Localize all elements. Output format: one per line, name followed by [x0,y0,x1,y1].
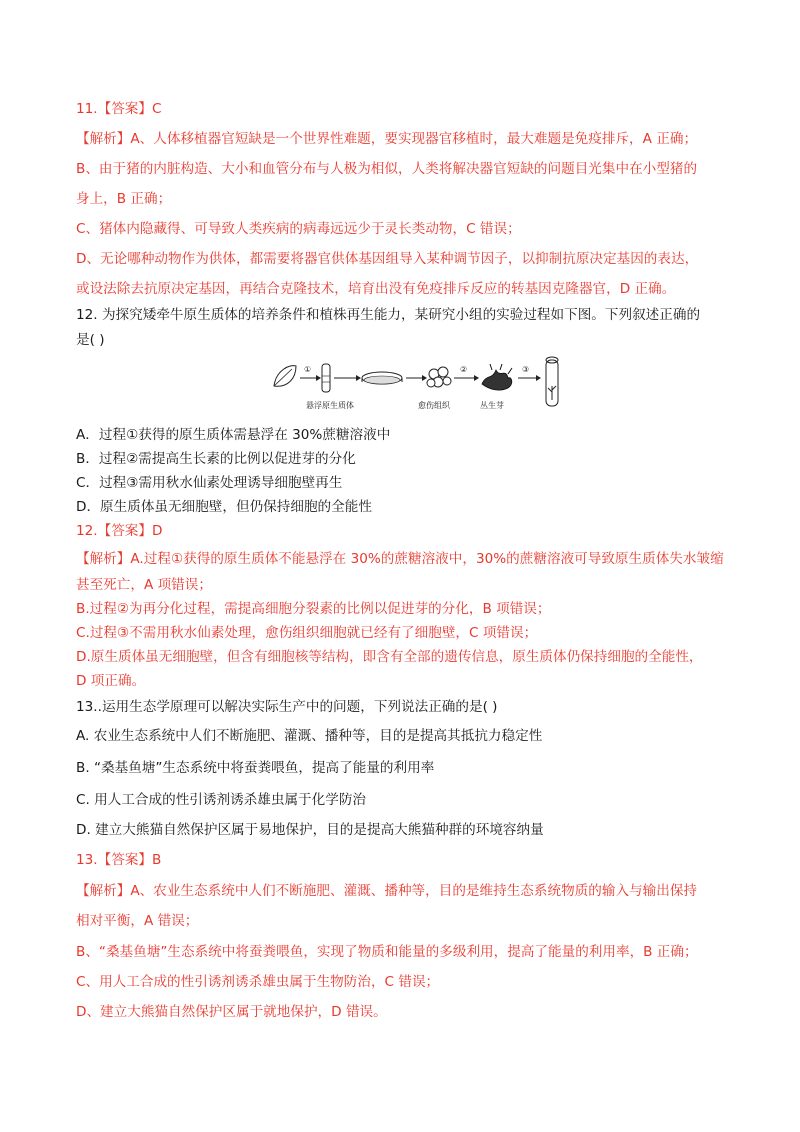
shoots-icon [482,364,512,390]
leaf-icon [274,366,296,387]
q12-stem-line: 12. 为探究矮牵牛原生质体的培养条件和植株再生能力，某研究小组的实验过程如下图。下列叙述正确的 [76,307,701,323]
q11-explanation-line: 或设法除去抗原决定基因，再结合克隆技术，培育出没有免疫排斥反应的转基因克隆器官，D 正确。 [76,281,676,297]
q11-answer: 11.【答案】C [76,101,162,117]
q12-option-b: B．过程②需提高生长素的比例以促进芽的分化 [76,451,356,467]
q13-option-d: D. 建立大熊猫自然保护区属于易地保护，目的是提高大熊猫种群的环境容纳量 [76,822,544,838]
callus-icon [427,367,451,387]
protoplast-label: 悬浮原生质体 [306,401,354,410]
step-2-label: ② [460,365,468,374]
q11-explanation-line: D、无论哪种动物作为供体，都需要将器官供体基因组导入某种调节因子，以抑制抗原决定基因的表达， [76,251,699,267]
q13-explanation-line: C、用人工合成的性引诱剂诱杀雄虫属于生物防治，C 错误； [76,974,440,990]
callus-label: 愈伤组织 [418,401,450,410]
q11-explanation-line: 【解析】A、人体移植器官短缺是一个世界性难题，要实现器官移植时，最大难题是免疫排斥，A 正确； [76,131,698,147]
experiment-diagram [268,356,568,414]
step-3-label: ③ [522,365,530,374]
q12-explanation-line: 甚至死亡，A 项错误； [76,577,212,593]
q12-explanation-line: D.原生质体虽无细胞壁，但含有细胞核等结构，即含有全部的遗传信息，原生质体仍保持细胞的全能性， [76,649,703,665]
q13-stem: 13..运用生态学原理可以解决实际生产中的问题，下列说法正确的是( ) [76,699,498,715]
q12-answer: 12.【答案】D [76,523,163,539]
q13-option-a: A. 农业生态系统中人们不断施肥、灌溉、播种等，目的是提高其抵抗力稳定性 [76,728,543,744]
q12-explanation-line: C.过程③不需用秋水仙素处理，愈伤组织细胞就已经有了细胞壁，C 项错误； [76,625,538,641]
q13-option-c: C. 用人工合成的性引诱剂诱杀雄虫属于化学防治 [76,792,367,808]
q12-explanation-line: D 项正确。 [76,673,146,689]
q13-answer: 13.【答案】B [76,852,162,868]
q12-stem-line: 是( ) [76,332,105,348]
shoots-label: 丛生芽 [480,401,504,410]
q12-explanation-line: B.过程②为再分化过程，需提高细胞分裂素的比例以促进芽的分化，B 项错误； [76,601,551,617]
petri-dish-icon [362,372,402,384]
q12-option-d: D．原生质体虽无细胞壁，但仍保持细胞的全能性 [76,499,372,515]
q13-explanation-line: 相对平衡，A 错误； [76,913,199,929]
q12-option-c: C．过程③需用秋水仙素处理诱导细胞壁再生 [76,475,343,491]
q11-explanation-line: B、由于猪的内脏构造、大小和血管分布与人极为相似，人类将解决器官短缺的问题目光集中在小型猪的 [76,161,698,177]
step-1-label: ① [304,365,312,374]
q12-explanation-line: 【解析】A.过程①获得的原生质体不能悬浮在 30%的蔗糖溶液中，30%的蔗糖溶液可导致原生质体失水皱缩 [76,551,724,567]
culture-tube-icon [546,357,558,406]
q13-explanation-line: 【解析】A、农业生态系统中人们不断施肥、灌溉、播种等，目的是维持生态系统物质的输入与输出保持 [76,883,698,899]
test-tube-icon [322,364,330,392]
q12-option-a: A．过程①获得的原生质体需悬浮在 30%蔗糖溶液中 [76,427,391,443]
q13-option-b: B. “桑基鱼塘”生态系统中将蚕粪喂鱼，提高了能量的利用率 [76,760,435,776]
q11-explanation-line: C、猪体内隐藏得、可导致人类疾病的病毒远远少于灵长类动物，C 错误； [76,221,521,237]
q11-explanation-line: 身上，B 正确； [76,191,172,207]
q13-explanation-line: D、建立大熊猫自然保护区属于就地保护，D 错误。 [76,1004,387,1020]
q13-explanation-line: B、“桑基鱼塘”生态系统中将蚕粪喂鱼，实现了物质和能量的多级利用，提高了能量的利用率，B 正确； [76,944,698,960]
